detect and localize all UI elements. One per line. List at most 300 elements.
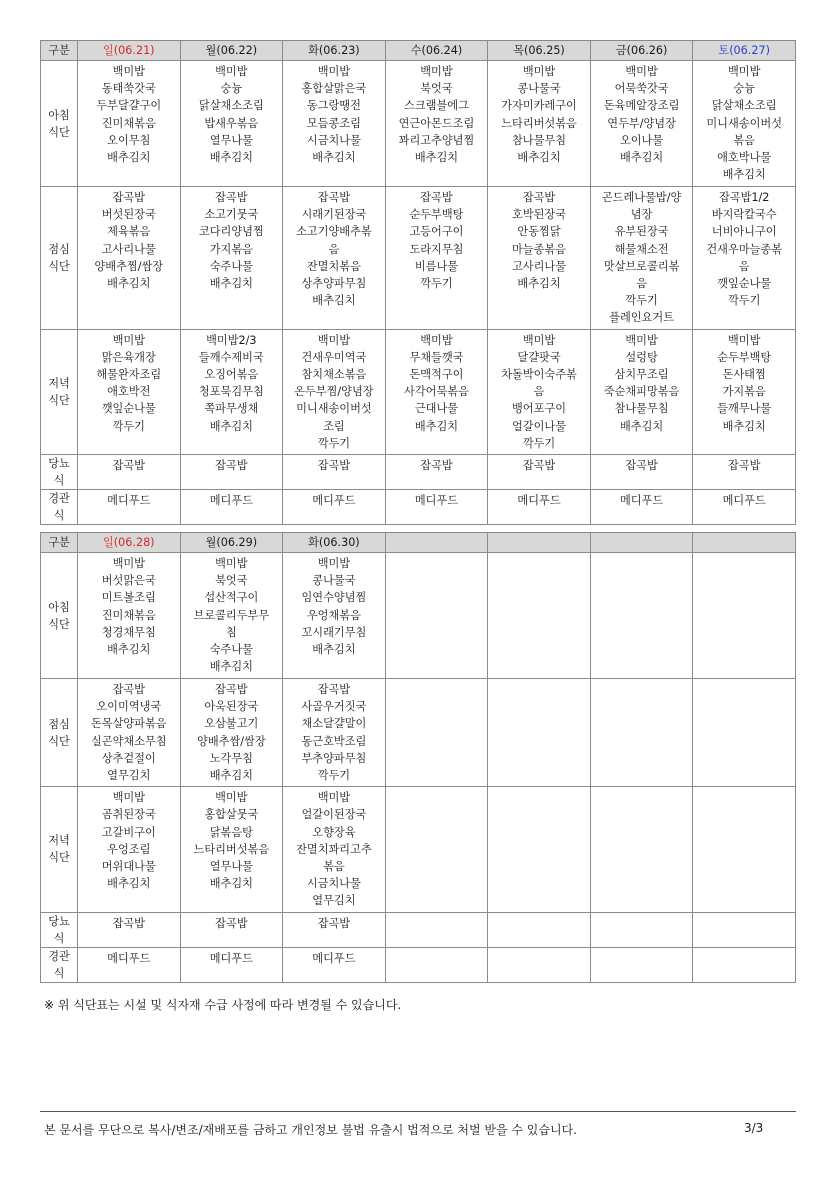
menu-item: 잔멸치꽈리고추 <box>296 842 372 856</box>
breakfast-cell <box>590 61 693 187</box>
menu-item: 잡곡밥 <box>625 459 658 473</box>
menu-item: 념장 <box>630 208 653 222</box>
menu-item: 밥새우볶음 <box>204 116 259 130</box>
menu-item: 노각무침 <box>209 751 253 765</box>
menu-item: 제육볶음 <box>107 225 151 239</box>
lunch-label <box>41 187 78 330</box>
menu-item: 건새우미역국 <box>301 350 367 364</box>
menu-item: 임연수양념찜 <box>301 591 367 605</box>
lunch-cell <box>283 679 386 787</box>
menu-item: 숭늉 <box>733 82 755 96</box>
row-label-line: 식 <box>53 509 65 523</box>
menu-item: 잡곡밥 <box>727 459 761 473</box>
day-header: 화(06.30) <box>283 533 386 553</box>
lunch-cell <box>180 679 283 787</box>
menu-item: 배추김치 <box>414 419 459 433</box>
empty-cell <box>693 787 796 912</box>
meal-table-week-1 <box>40 40 796 525</box>
menu-item: 메디푸드 <box>312 951 356 965</box>
menu-item: 들깨무나물 <box>717 402 772 416</box>
diabetic-cell <box>180 455 283 490</box>
breakfast-cell <box>693 61 796 187</box>
menu-item: 바지락칼국수 <box>711 208 777 222</box>
menu-item: 깍두기 <box>727 294 761 308</box>
diabetic-cell <box>283 912 386 947</box>
empty-cell <box>693 553 796 679</box>
lunch-row <box>41 679 796 787</box>
menu-item: 깻잎순나물 <box>717 277 772 291</box>
empty-cell <box>488 912 591 947</box>
menu-item: 채소달걀말이 <box>301 717 367 731</box>
menu-item: 음 <box>636 277 647 291</box>
empty-cell <box>590 553 693 679</box>
menu-item: 잡곡밥 <box>112 191 145 204</box>
menu-item: 건새우마늘종볶 <box>706 242 783 256</box>
menu-item: 잡곡밥 <box>522 459 556 473</box>
menu-item: 조림 <box>323 419 345 433</box>
menu-item: 메디푸드 <box>209 951 253 965</box>
menu-item: 비름나물 <box>414 259 459 273</box>
dinner-label <box>41 329 78 454</box>
menu-item: 열무나물 <box>209 860 253 874</box>
menu-item: 오이무침 <box>107 133 151 147</box>
menu-item: 순두부백탕 <box>717 350 772 364</box>
copyright-footer: 본 문서를 무단으로 복사/변조/재배포를 금하고 개인정보 불법 유출시 법적으로 처벌 받을 수 있습니다. <box>44 1123 577 1137</box>
menu-item: 코다리양념찜 <box>198 225 264 239</box>
menu-item: 양배추쌈/쌈장 <box>197 734 266 748</box>
dinner-cell <box>78 329 181 454</box>
row-label-line: 식 <box>53 931 65 945</box>
dinner-cell <box>283 787 386 912</box>
menu-item: 콩나물국 <box>517 82 561 96</box>
empty-cell <box>488 553 591 679</box>
lunch-cell <box>385 187 488 330</box>
menu-item: 오이미역냉국 <box>96 700 162 714</box>
empty-cell <box>385 553 488 679</box>
tube-cell <box>385 490 488 525</box>
change-notice: ※ 위 식단표는 시설 및 식자재 수급 사정에 따라 변경될 수 있습니다. <box>44 998 402 1012</box>
menu-item: 꼬시래기무침 <box>301 625 367 639</box>
menu-item: 배추김치 <box>722 419 766 433</box>
dinner-cell <box>283 329 386 454</box>
menu-item: 백미밥 <box>625 333 658 347</box>
diabetic-label <box>41 912 78 947</box>
menu-item: 배추김치 <box>209 769 253 783</box>
diabetic-label <box>41 455 78 490</box>
menu-item: 백미밥 <box>112 65 145 78</box>
menu-item: 잡곡밥 <box>215 916 248 930</box>
dinner-cell <box>180 329 283 454</box>
lunch-cell <box>590 187 693 330</box>
menu-item: 참치채소볶음 <box>301 368 367 382</box>
menu-item: 시금치나물 <box>306 133 361 147</box>
menu-item: 배추김치 <box>517 151 561 165</box>
menu-item: 참나물무침 <box>512 133 567 147</box>
menu-item: 배추김치 <box>209 151 253 165</box>
day-header: 일(06.28) <box>78 533 181 553</box>
day-header: 월(06.29) <box>180 533 283 553</box>
row-label-line: 식단 <box>48 617 70 631</box>
menu-item: 가지볶음 <box>722 385 766 399</box>
empty-cell <box>590 912 693 947</box>
empty-cell <box>488 947 591 982</box>
menu-item: 배추김치 <box>107 643 151 657</box>
menu-item: 오삼불고기 <box>204 717 259 731</box>
menu-item: 배추김치 <box>619 419 664 433</box>
menu-item: 고사리나물 <box>512 259 567 273</box>
breakfast-cell <box>283 553 386 679</box>
day-header: 목(06.25) <box>488 41 591 61</box>
menu-item: 죽순채피망볶음 <box>603 385 680 399</box>
tube-cell <box>693 490 796 525</box>
menu-item: 꽈리고추양념찜 <box>398 133 475 147</box>
menu-item: 고갈비구이 <box>101 825 156 839</box>
breakfast-cell <box>385 61 488 187</box>
breakfast-cell <box>488 61 591 187</box>
row-label-line: 아침 <box>48 600 70 614</box>
menu-item: 백미밥2/3 <box>206 333 257 347</box>
row-label-line: 경관 <box>48 492 70 506</box>
empty-cell <box>385 787 488 912</box>
lunch-cell <box>283 187 386 330</box>
menu-item: 음 <box>328 242 340 256</box>
empty-cell <box>693 947 796 982</box>
menu-item: 소고기뭇국 <box>204 208 259 222</box>
menu-item: 배추김치 <box>619 151 664 165</box>
menu-item: 두부달걀구이 <box>96 99 162 113</box>
empty-cell <box>488 679 591 787</box>
menu-item: 섭산적구이 <box>204 591 259 605</box>
breakfast-cell <box>283 61 386 187</box>
day-header: 금(06.26) <box>590 41 693 61</box>
menu-item: 돈사태찜 <box>722 368 766 382</box>
dinner-cell <box>180 787 283 912</box>
dinner-cell <box>385 329 488 454</box>
menu-item: 잡곡밥 <box>317 191 351 204</box>
row-label-line: 당뇨 <box>48 914 70 928</box>
menu-item: 메디푸드 <box>107 951 151 965</box>
menu-item: 깍두기 <box>112 419 145 433</box>
row-label-line: 식단 <box>48 393 70 407</box>
menu-item: 북엇국 <box>215 574 248 588</box>
menu-item: 배추김치 <box>517 277 561 291</box>
menu-item: 무채들깻국 <box>409 350 464 364</box>
lunch-cell <box>180 187 283 330</box>
row-label-line: 저녁 <box>48 376 70 390</box>
menu-item: 숙주나물 <box>209 643 253 657</box>
menu-item: 잡곡밥1/2 <box>718 191 770 204</box>
menu-item: 시래기된장국 <box>301 208 367 222</box>
menu-item: 메디푸드 <box>209 494 253 508</box>
menu-item: 사골우거짓국 <box>301 700 367 714</box>
breakfast-row <box>41 553 796 679</box>
lunch-cell <box>488 187 591 330</box>
tube-cell <box>78 947 181 982</box>
menu-item: 열무김치 <box>312 894 356 908</box>
menu-item: 잡곡밥 <box>215 191 248 204</box>
lunch-cell <box>78 679 181 787</box>
menu-item: 잡곡밥 <box>420 459 453 473</box>
row-label-line: 저녁 <box>48 834 70 848</box>
menu-item: 잡곡밥 <box>317 459 351 473</box>
header-row <box>41 533 796 553</box>
menu-item: 배추김치 <box>312 294 356 308</box>
menu-item: 숭늉 <box>220 82 243 96</box>
menu-item: 청포묵김무침 <box>198 385 264 399</box>
row-label-line: 경관 <box>48 949 70 963</box>
menu-item: 백미밥 <box>112 557 145 570</box>
menu-item: 진미채볶음 <box>101 608 156 622</box>
menu-item: 아욱된장국 <box>204 700 259 714</box>
dinner-cell <box>488 329 591 454</box>
menu-item: 잡곡밥 <box>317 916 351 930</box>
menu-item: 오징어볶음 <box>204 368 259 382</box>
menu-item: 미트볼조림 <box>101 591 156 605</box>
menu-item: 깍두기 <box>522 436 556 450</box>
tube-cell <box>180 947 283 982</box>
breakfast-label <box>41 61 78 187</box>
menu-item: 잡곡밥 <box>215 459 248 473</box>
menu-item: 동태쑥갓국 <box>101 82 156 96</box>
day-header: 화(06.23) <box>283 41 386 61</box>
diabetic-cell <box>693 455 796 490</box>
menu-item: 침 <box>225 625 237 639</box>
diabetic-cell <box>78 912 181 947</box>
tube-cell <box>488 490 591 525</box>
menu-item: 배추김치 <box>312 151 356 165</box>
menu-item: 부추양파무침 <box>301 751 367 765</box>
dinner-cell <box>693 329 796 454</box>
menu-item: 닭볶음탕 <box>209 825 253 839</box>
menu-item: 백미밥 <box>420 333 453 347</box>
dinner-row <box>41 329 796 454</box>
menu-item: 깻잎순나물 <box>101 402 156 416</box>
menu-item: 양배추찜/쌈장 <box>94 259 164 273</box>
menu-item: 열무김치 <box>107 769 151 783</box>
menu-item: 메디푸드 <box>517 494 561 508</box>
menu-item: 콩나물국 <box>312 574 356 588</box>
empty-cell <box>488 787 591 912</box>
menu-item: 메디푸드 <box>107 494 151 508</box>
menu-item: 얼갈이된장국 <box>301 808 367 822</box>
menu-item: 곰취된장국 <box>101 808 156 822</box>
dinner-label <box>41 787 78 912</box>
menu-item: 미니새송이버섯 <box>296 402 372 416</box>
tube-cell <box>78 490 181 525</box>
empty-cell <box>693 912 796 947</box>
breakfast-cell <box>180 553 283 679</box>
menu-item: 유부된장국 <box>614 225 669 239</box>
menu-item: 스크램블에그 <box>404 99 469 113</box>
row-label-line: 식단 <box>48 851 70 865</box>
menu-item: 미니새송이버섯 <box>706 116 783 130</box>
category-header: 구분 <box>41 533 78 553</box>
menu-item: 배추김치 <box>414 151 459 165</box>
menu-item: 우엉조림 <box>107 842 151 856</box>
menu-item: 차돌박이숙주볶 <box>501 368 577 382</box>
menu-item: 쪽파무생채 <box>204 402 259 416</box>
menu-item: 너비아니구이 <box>711 225 777 239</box>
menu-item: 들깨수제비국 <box>198 350 264 364</box>
menu-item: 백미밥 <box>317 557 351 570</box>
tube-row <box>41 490 796 525</box>
menu-item: 연근아몬드조림 <box>398 116 475 130</box>
category-header: 구분 <box>41 41 78 61</box>
menu-item: 버섯맑은국 <box>101 574 156 588</box>
menu-item: 배추김치 <box>107 277 151 291</box>
menu-item: 버섯된장국 <box>101 208 156 222</box>
diabetic-cell <box>180 912 283 947</box>
menu-item: 메디푸드 <box>619 494 664 508</box>
menu-item: 해물채소전 <box>614 242 669 256</box>
diabetic-cell <box>488 455 591 490</box>
menu-item: 상추겉절이 <box>101 751 156 765</box>
row-label-line: 당뇨 <box>48 457 70 471</box>
diabetic-row <box>41 912 796 947</box>
menu-item: 홍합살맑은국 <box>301 82 367 96</box>
menu-item: 백미밥 <box>112 791 145 805</box>
menu-item: 깍두기 <box>625 294 658 308</box>
menu-item: 뱅어포구이 <box>512 402 567 416</box>
menu-item: 온두부찜/양념장 <box>294 385 374 399</box>
menu-item: 북엇국 <box>420 82 453 96</box>
menu-item: 삼치무조림 <box>614 368 669 382</box>
menu-item: 동그랑땡전 <box>306 99 361 113</box>
menu-item: 백미밥 <box>112 333 145 347</box>
menu-item: 연두부/양념장 <box>607 116 676 130</box>
menu-item: 오이나물 <box>619 133 664 147</box>
menu-item: 소고기양배추볶 <box>296 225 372 239</box>
menu-item: 애호박전 <box>107 385 151 399</box>
menu-item: 잔멸치볶음 <box>306 259 361 273</box>
tube-cell <box>283 490 386 525</box>
menu-item: 백미밥 <box>625 65 658 78</box>
menu-item: 배추김치 <box>107 877 151 891</box>
menu-item: 메디푸드 <box>312 494 356 508</box>
menu-item: 상추양파무침 <box>301 277 367 291</box>
menu-item: 백미밥 <box>727 65 761 78</box>
menu-item: 가자미카레구이 <box>501 99 577 113</box>
menu-item: 잡곡밥 <box>112 459 145 473</box>
row-label-line: 식 <box>53 474 65 488</box>
menu-item: 고등어구이 <box>409 225 464 239</box>
menu-item: 잡곡밥 <box>215 683 248 696</box>
diabetic-cell <box>78 455 181 490</box>
menu-item: 열무나물 <box>209 133 253 147</box>
menu-item: 백미밥 <box>317 65 351 78</box>
tube-cell <box>283 947 386 982</box>
menu-item: 깍두기 <box>317 436 351 450</box>
menu-item: 마늘종볶음 <box>512 242 567 256</box>
breakfast-cell <box>78 553 181 679</box>
menu-item: 진미채볶음 <box>101 116 156 130</box>
menu-item: 사각어묵볶음 <box>404 385 469 399</box>
menu-item: 곤드레나물밥/양 <box>601 191 682 204</box>
menu-item: 참나물무침 <box>614 402 669 416</box>
empty-cell <box>590 947 693 982</box>
tube-cell <box>590 490 693 525</box>
menu-item: 순두부백탕 <box>409 208 464 222</box>
menu-item: 백미밥 <box>727 333 761 347</box>
diabetic-cell <box>385 455 488 490</box>
empty-day-header <box>693 533 796 553</box>
menu-item: 백미밥 <box>317 791 351 805</box>
menu-item: 오향장육 <box>312 825 356 839</box>
menu-item: 백미밥 <box>317 333 351 347</box>
breakfast-cell <box>78 61 181 187</box>
tube-row <box>41 947 796 982</box>
menu-item: 백미밥 <box>522 333 556 347</box>
dinner-row <box>41 787 796 912</box>
menu-item: 실곤약채소무침 <box>90 734 167 748</box>
menu-item: 돈목살양파볶음 <box>90 717 167 731</box>
menu-item: 닭살채소조림 <box>198 99 264 113</box>
menu-item: 느타리버섯볶음 <box>501 116 577 130</box>
empty-day-header <box>385 533 488 553</box>
menu-item: 호박된장국 <box>512 208 567 222</box>
menu-item: 고사리나물 <box>101 242 156 256</box>
empty-cell <box>385 679 488 787</box>
menu-item: 해물완자조림 <box>96 368 162 382</box>
day-header: 토(06.27) <box>693 41 796 61</box>
header-row <box>41 41 796 61</box>
menu-item: 백미밥 <box>215 791 248 805</box>
dinner-cell <box>590 329 693 454</box>
menu-item: 잡곡밥 <box>112 916 145 930</box>
menu-item: 배추김치 <box>107 151 151 165</box>
row-label-line: 식단 <box>48 259 70 273</box>
menu-item: 청경채무침 <box>101 625 156 639</box>
menu-item: 잡곡밥 <box>112 683 145 696</box>
menu-item: 맑은육개장 <box>101 350 156 364</box>
empty-cell <box>590 787 693 912</box>
empty-day-header <box>590 533 693 553</box>
breakfast-row <box>41 61 796 187</box>
row-label-line: 식단 <box>48 125 70 139</box>
menu-item: 느타리버섯볶음 <box>193 842 270 856</box>
diabetic-cell <box>283 455 386 490</box>
menu-item: 설렁탕 <box>625 350 658 364</box>
menu-item: 맛살브로콜리볶 <box>603 259 680 273</box>
day-header: 일(06.21) <box>78 41 181 61</box>
menu-item: 머위대나물 <box>101 860 156 874</box>
menu-item: 백미밥 <box>522 65 556 78</box>
menu-item: 잡곡밥 <box>317 683 351 696</box>
menu-item: 배추김치 <box>209 277 253 291</box>
menu-item: 볶음 <box>323 860 345 874</box>
row-label-line: 식 <box>53 966 65 980</box>
tube-label <box>41 947 78 982</box>
menu-item: 배추김치 <box>312 643 356 657</box>
menu-item: 모듬콩조림 <box>306 116 361 130</box>
menu-item: 잡곡밥 <box>522 191 556 204</box>
menu-item: 배추김치 <box>209 660 253 674</box>
breakfast-label <box>41 553 78 679</box>
lunch-cell <box>78 187 181 330</box>
menu-item: 메디푸드 <box>722 494 766 508</box>
page-number: 3/3 <box>744 1121 764 1135</box>
footer-divider <box>40 1111 796 1112</box>
menu-item: 메디푸드 <box>414 494 459 508</box>
menu-item: 얼갈이나물 <box>512 419 567 433</box>
menu-item: 배추김치 <box>209 419 253 433</box>
row-label-line: 점심 <box>48 717 70 731</box>
dinner-cell <box>78 787 181 912</box>
empty-cell <box>385 912 488 947</box>
menu-item: 음 <box>533 385 545 399</box>
diabetic-cell <box>590 455 693 490</box>
menu-item: 플레인요거트 <box>609 311 675 325</box>
